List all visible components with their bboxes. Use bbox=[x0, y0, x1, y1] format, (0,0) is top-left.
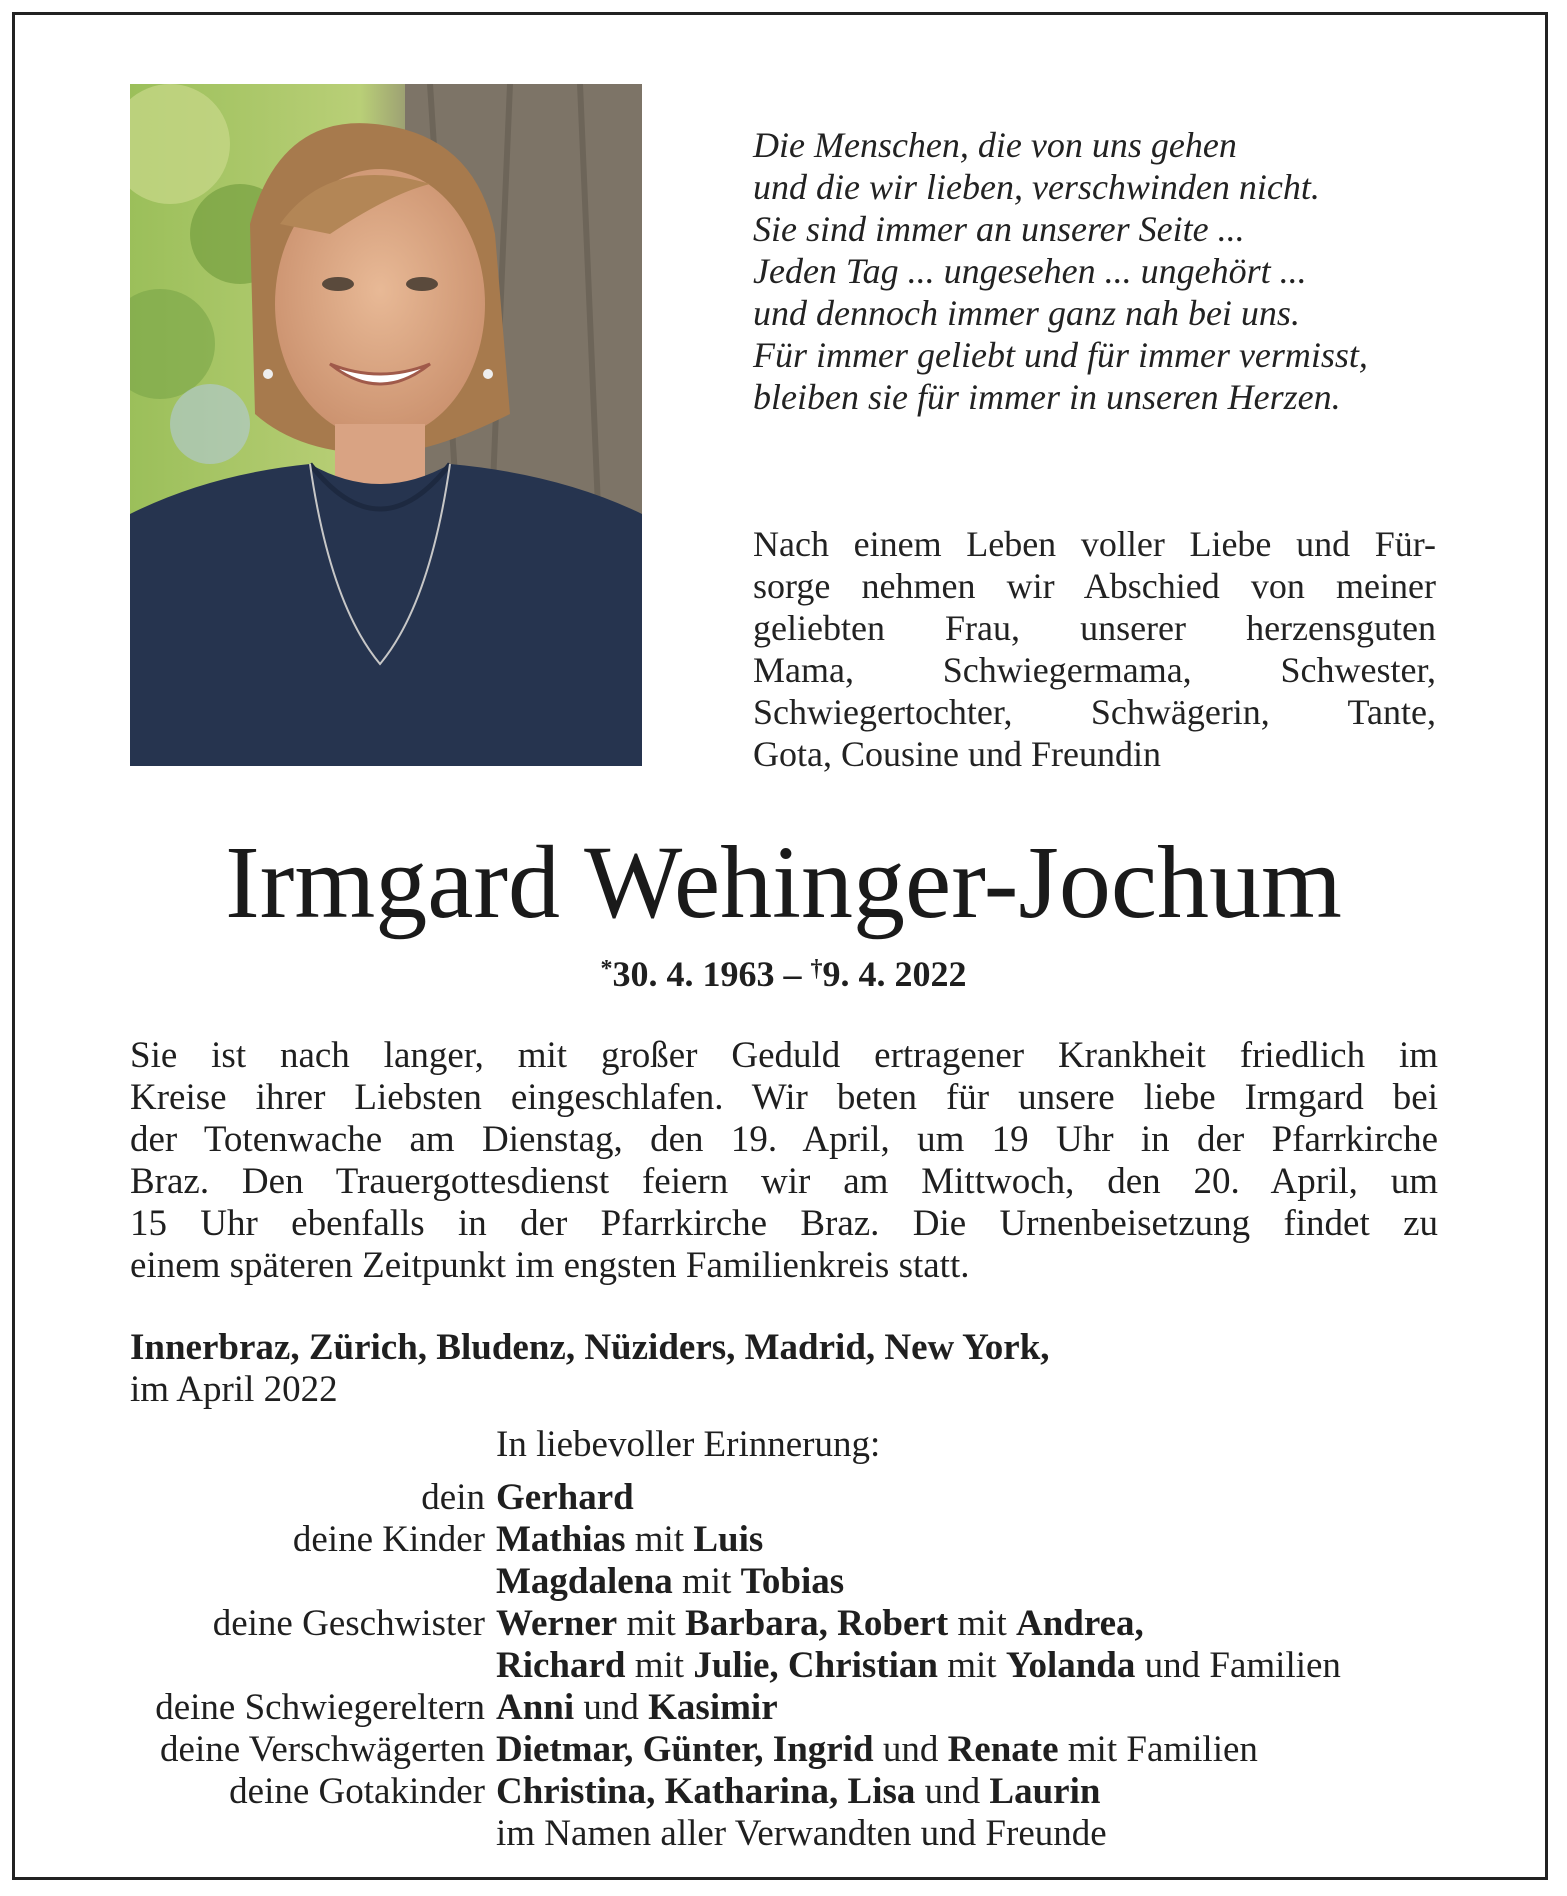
family-name: Gerhard bbox=[496, 1477, 634, 1518]
death-date: 9. 4. 2022 bbox=[822, 954, 967, 994]
relation-label: dein bbox=[421, 1477, 485, 1518]
intro-paragraph bbox=[753, 523, 1436, 775]
family-names bbox=[496, 1729, 1258, 1771]
poem-line: Die Menschen, die von uns gehen bbox=[753, 125, 1237, 165]
poem bbox=[753, 124, 1473, 418]
family-name: Anni bbox=[496, 1687, 575, 1728]
family-names bbox=[496, 1519, 763, 1561]
relation-label: deine Verschwägerten bbox=[160, 1729, 485, 1770]
relation-label: deine Kinder bbox=[292, 1519, 485, 1560]
connector-text: mit bbox=[625, 1519, 694, 1560]
family-name: Christina, Katharina, Lisa bbox=[496, 1771, 916, 1812]
birth-symbol: * bbox=[600, 956, 613, 982]
places-list: Innerbraz, Zürich, Bludenz, Nüziders, Madrid, New York, bbox=[130, 1327, 1050, 1368]
family-name: Yolanda bbox=[1005, 1645, 1136, 1686]
memory-heading: In liebevoller Erinnerung: bbox=[496, 1424, 881, 1465]
family-name: Julie, Christian bbox=[693, 1645, 938, 1686]
body-line: Kreise ihrer Liebsten eingeschlafen. Wir beten für unsere liebe Irmgard bei bbox=[130, 1077, 1438, 1118]
place-date: im April 2022 bbox=[130, 1369, 338, 1410]
life-dates bbox=[0, 952, 1567, 1001]
intro-line: sorge nehmen wir Abschied von meiner bbox=[753, 566, 1436, 606]
body-line: Sie ist nach langer, mit großer Geduld ertragener Krankheit friedlich im bbox=[130, 1035, 1438, 1076]
family-names bbox=[496, 1603, 1144, 1645]
poem-line: Für immer geliebt und für immer vermisst, bbox=[753, 335, 1368, 375]
connector-text: mit bbox=[937, 1645, 1006, 1686]
family-names bbox=[496, 1771, 1100, 1813]
family-names bbox=[496, 1477, 634, 1519]
body-line: Braz. Den Trauergottesdienst feiern wir am Mittwoch, den 20. April, um bbox=[130, 1161, 1438, 1202]
family-name: Andrea, bbox=[1016, 1603, 1144, 1644]
relation-label: deine Schwiegereltern bbox=[155, 1687, 485, 1728]
poem-line: bleiben sie für immer in unseren Herzen. bbox=[753, 377, 1341, 417]
body-line: 15 Uhr ebenfalls in der Pfarrkirche Braz. Die Urnenbeisetzung findet zu bbox=[130, 1203, 1438, 1244]
family-name: Tobias bbox=[740, 1561, 845, 1602]
intro-line: Schwiegertochter, Schwägerin, Tante, bbox=[753, 692, 1436, 732]
family-name: Luis bbox=[693, 1519, 764, 1560]
family-name: Kasimir bbox=[648, 1687, 778, 1728]
connector-text: und bbox=[915, 1771, 990, 1812]
family-row bbox=[0, 1519, 1567, 1561]
date-separator: – bbox=[774, 954, 811, 994]
family-name: Barbara, Robert bbox=[685, 1603, 949, 1644]
family-row bbox=[0, 1477, 1567, 1519]
connector-text: mit bbox=[948, 1603, 1016, 1644]
places-and-date bbox=[130, 1327, 1438, 1411]
family-names bbox=[496, 1561, 844, 1603]
intro-line: Mama, Schwiegermama, Schwester, bbox=[753, 650, 1436, 690]
family-row bbox=[0, 1813, 1567, 1855]
family-list bbox=[0, 1477, 1567, 1855]
relation-label: deine Gotakinder bbox=[229, 1771, 485, 1812]
intro-line: Nach einem Leben voller Liebe und Für- bbox=[753, 524, 1436, 564]
family-name: Mathias bbox=[496, 1519, 626, 1560]
family-row bbox=[0, 1687, 1567, 1729]
family-row bbox=[0, 1645, 1567, 1687]
connector-text: und bbox=[574, 1687, 649, 1728]
connector-text: mit Familien bbox=[1058, 1729, 1258, 1770]
family-row bbox=[0, 1561, 1567, 1603]
family-row bbox=[0, 1771, 1567, 1813]
portrait-photo bbox=[130, 84, 642, 766]
poem-line: Sie sind immer an unserer Seite ... bbox=[753, 209, 1245, 249]
family-name: Magdalena bbox=[496, 1561, 673, 1602]
deceased-name: Irmgard Wehinger-Jochum bbox=[225, 825, 1342, 940]
connector-text: mit bbox=[672, 1561, 741, 1602]
family-name: Richard bbox=[496, 1645, 626, 1686]
family-name: Werner bbox=[496, 1603, 618, 1644]
body-line: einem späteren Zeitpunkt im engsten Familienkreis statt. bbox=[130, 1245, 970, 1286]
family-names bbox=[496, 1687, 778, 1729]
intro-line: geliebten Frau, unserer herzensguten bbox=[753, 608, 1436, 648]
poem-line: und dennoch immer ganz nah bei uns. bbox=[753, 293, 1300, 333]
body-line: der Totenwache am Dienstag, den 19. April, um 19 Uhr in der Pfarrkirche bbox=[130, 1119, 1438, 1160]
birth-date: 30. 4. 1963 bbox=[612, 954, 775, 994]
connector-text: und bbox=[873, 1729, 948, 1770]
connector-text: mit bbox=[625, 1645, 694, 1686]
family-name: Dietmar, Günter, Ingrid bbox=[496, 1729, 874, 1770]
intro-line: Gota, Cousine und Freundin bbox=[753, 734, 1161, 774]
poem-line: und die wir lieben, verschwinden nicht. bbox=[753, 167, 1320, 207]
connector-text: und Familien bbox=[1135, 1645, 1341, 1686]
death-symbol: † bbox=[810, 956, 823, 982]
family-row bbox=[0, 1603, 1567, 1645]
funeral-details bbox=[130, 1035, 1438, 1287]
family-names bbox=[496, 1645, 1341, 1687]
relation-label: deine Geschwister bbox=[212, 1603, 485, 1644]
connector-text: mit bbox=[617, 1603, 686, 1644]
family-name: Renate bbox=[947, 1729, 1059, 1770]
family-row bbox=[0, 1729, 1567, 1771]
closing-line: im Namen aller Verwandten und Freunde bbox=[496, 1813, 1107, 1854]
family-name: Laurin bbox=[989, 1771, 1101, 1812]
poem-line: Jeden Tag ... ungesehen ... ungehört ... bbox=[753, 251, 1307, 291]
